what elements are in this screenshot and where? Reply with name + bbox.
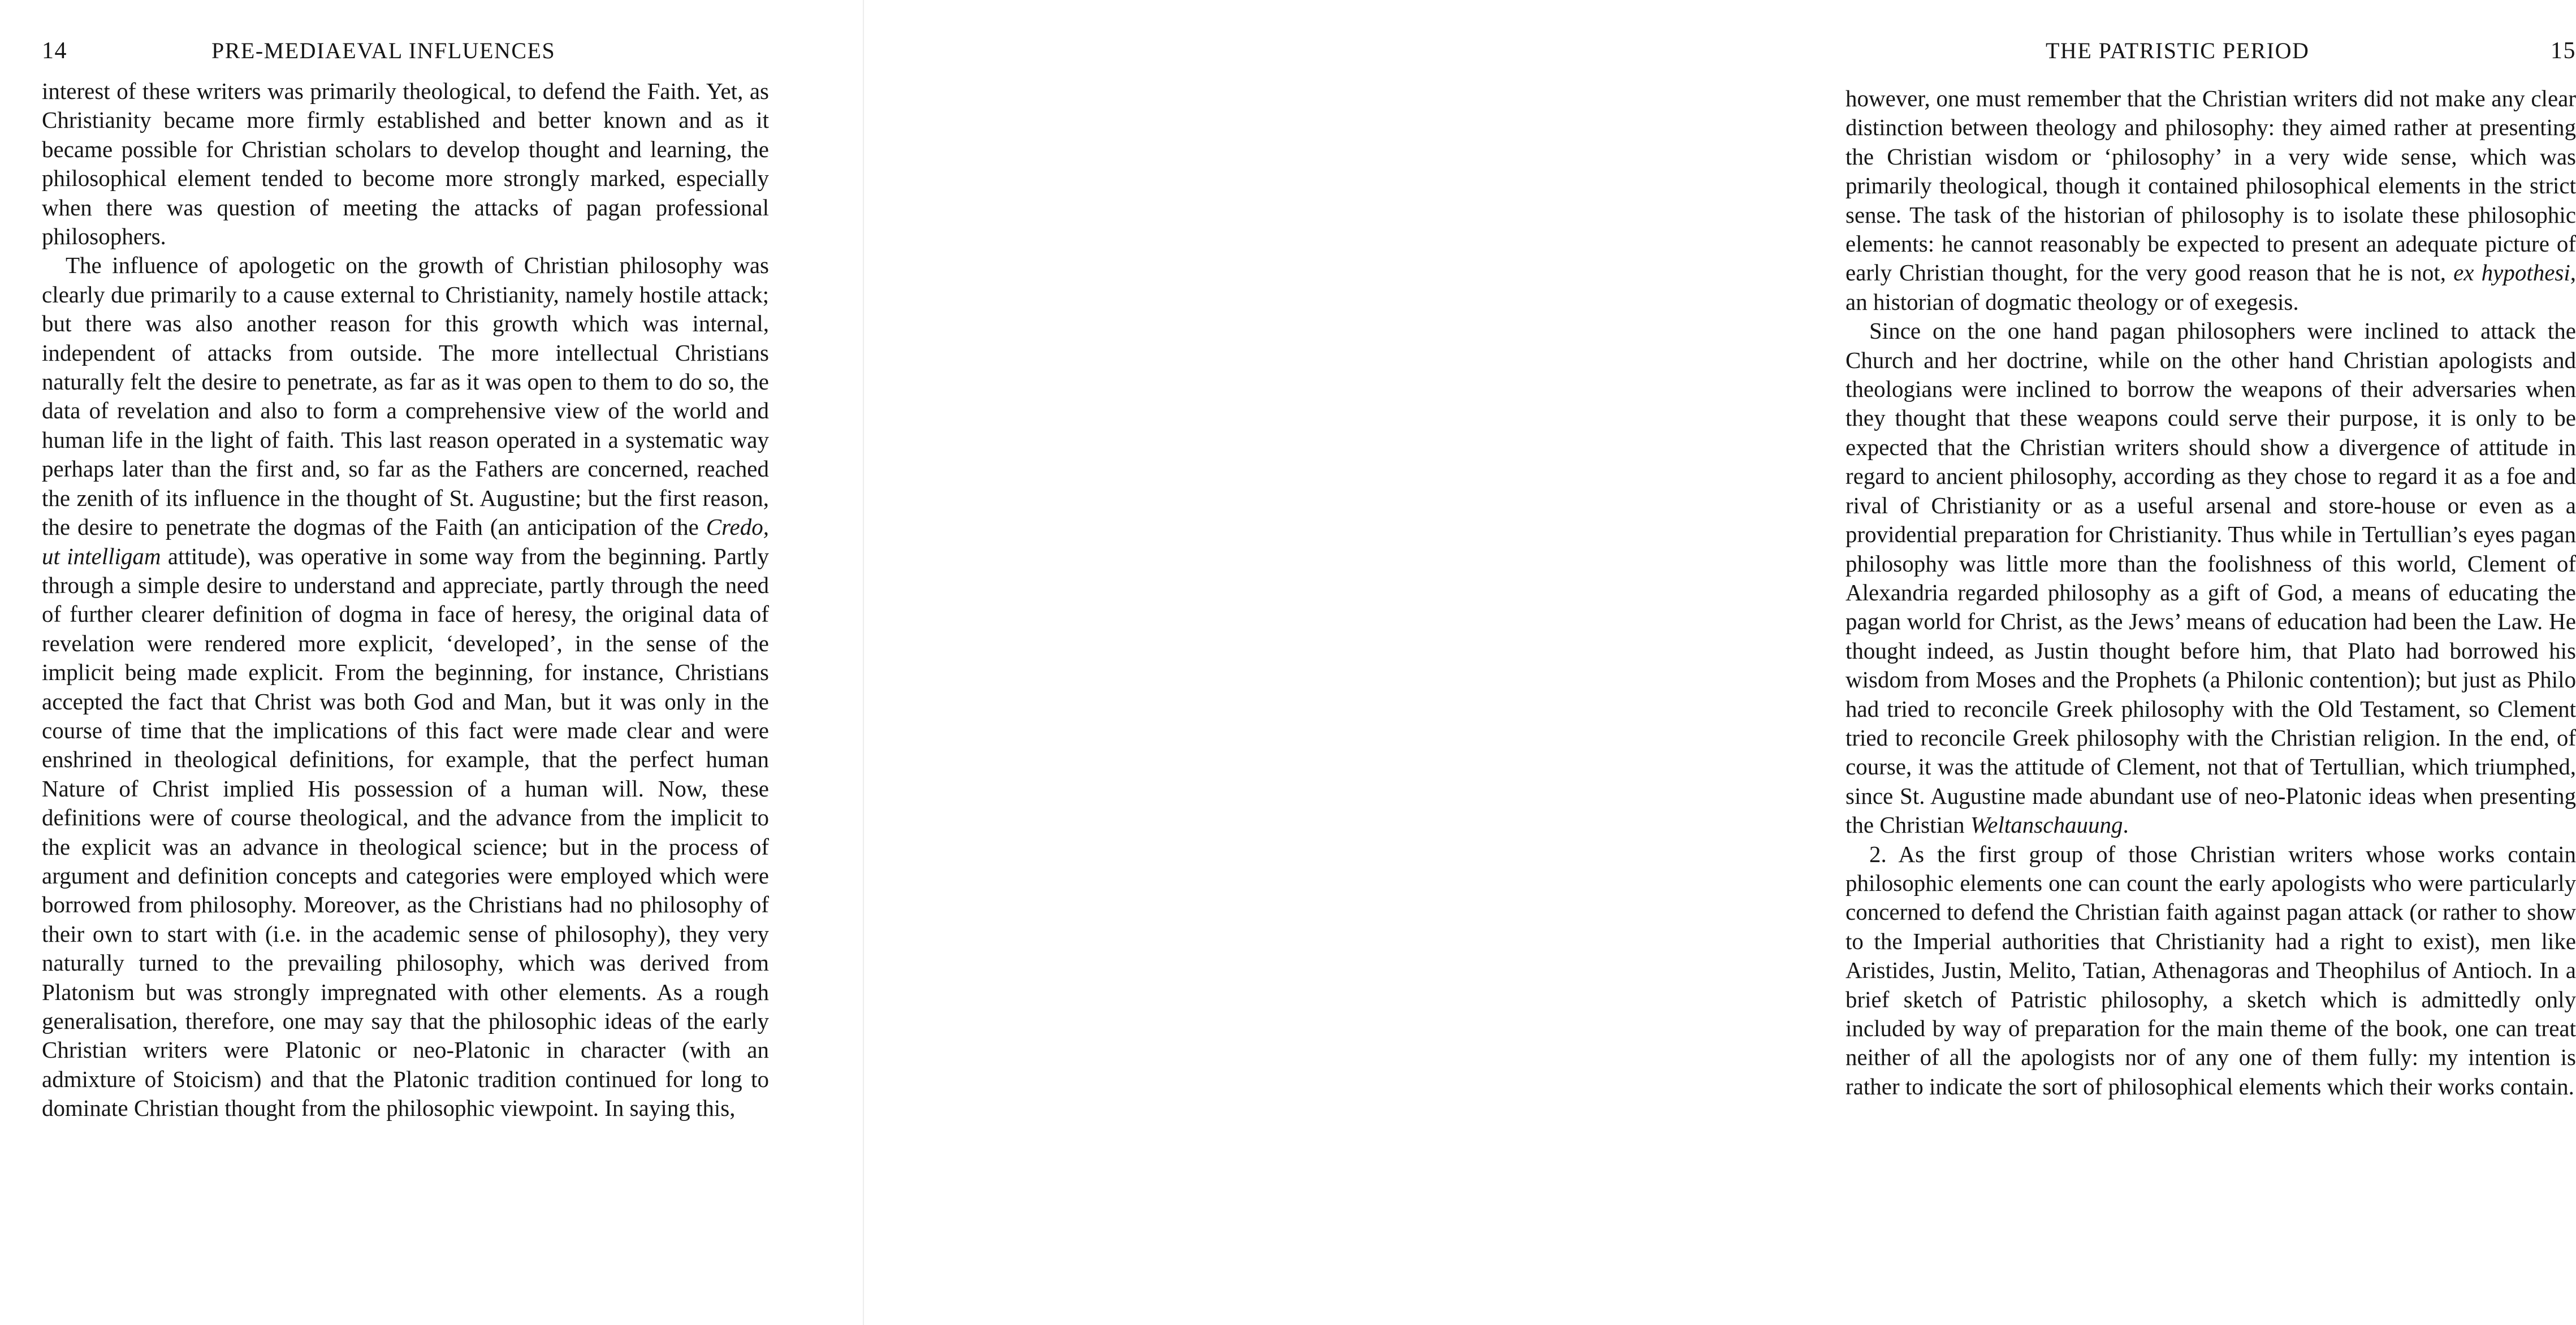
text-segment: 2. As the first group of those Christian writers whose works contain philosophic elements one can count the early apologists who were particularly concerned to defend the Christian faith against pagan attack (or rather to show to the Imperial authorities that Christianity had a right to exist), men like Aristides, Justin, Melito, Tatian, Athenagoras and Theophilus of Antioch. In a brief sketch of Patristic philosophy, a sketch which is admittedly only included by way of preparation for the main theme of the book, one can treat neither of all the apologists nor of any one of them fully: my intention is rather to indicate the sort of philosophical elements which their works contain. (1845, 841, 2576, 1099)
right-body-text (1845, 84, 2576, 1101)
text-segment: Since on the one hand pagan philosophers were inclined to attack the Church and her doctrine, while on the other hand Christian apologists and theologians were inclined to borrow the weapons of their adversaries when they thought that these weapons could serve their purpose, it is only to be expected that the Christian writers should show a divergence of attitude in regard to ancient philosophy, according as they chose to regard it as a foe and rival of Christianity or as a useful arsenal and store-house or even as a providential preparation for Christianity. Thus while in Tertullian’s eyes pagan philosophy was little more than the foolishness of this world, Clement of Alexandria regarded philosophy as a gift of God, a means of educating the pagan world for Christ, as the Jews’ means of education had been the Law. He thought indeed, as Justin thought before him, that Plato had borrowed his wisdom from Moses and the Prophets (a Philonic contention); but just as Philo had tried to reconcile Greek philosophy with the Old Testament, so Clement tried to reconcile Greek philosophy with the Christian religion. In the end, of course, it was the attitude of Clement, not that of Tertullian, which triumphed, since St. Augustine made abundant use of neo-Platonic ideas when presenting the Christian (1845, 318, 2576, 838)
text-segment: , an historian of dogmatic theology or of exegesis. (1845, 259, 2576, 315)
left-running-head (42, 36, 769, 66)
left-paragraph-1 (42, 77, 769, 251)
left-page-number: 14 (42, 38, 67, 64)
right-paragraph-1 (1845, 84, 2576, 317)
right-running-head (1845, 36, 2576, 66)
left-running-title: PRE-MEDIAEVAL INFLUENCES (211, 38, 556, 63)
left-page (0, 0, 863, 1325)
text-segment: however, one must remember that the Christian writers did not make any clear distinction between theology and philosophy: they aimed rather at presenting the Christian wisdom or ‘philosophy’ in a very wide sense, which was primarily theological, though it contained philosophical elements in the strict sense. The task of the historian of philosophy is to isolate these philosophic elements: he cannot reasonably be expected to present an adequate picture of early Christian thought, for the very good reason that he is not, (1845, 85, 2576, 286)
right-page (863, 0, 2576, 1325)
italic-segment: Credo, ut intelligam (42, 514, 769, 569)
text-segment: The influence of apologetic on the growth of Christian philosophy was clearly due primarily to a cause external to Christianity, namely hostile attack; but there was also another reason for this growth which was internal, independent of attacks from outside. The more intellectual Christians naturally felt the desire to penetrate, as far as it was open to them to do so, the data of revelation and also to form a comprehensive view of the world and human life in the light of faith. This last reason operated in a systematic way perhaps later than the first and, so far as the Fathers are concerned, reached the zenith of its influence in the thought of St. Augustine; but the first reason, the desire to penetrate the dogmas of the Faith (an anticipation of the (42, 252, 769, 540)
right-paragraph-2 (1845, 317, 2576, 839)
right-running-title: THE PATRISTIC PERIOD (2046, 38, 2310, 63)
text-segment: attitude), was operative in some way from the beginning. Partly through a simple desire to understand and appreciate, partly through the need of further clearer definition of dogma in face of heresy, the original data of revelation were rendered more explicit, ‘developed’, in the sense of the implicit being made explicit. From the beginning, for instance, Christians accepted the fact that Christ was both God and Man, but it was only in the course of time that the implications of this fact were made clear and were enshrined in theological definitions, for example, that the perfect human Nature of Christ implied His possession of a human will. Now, these definitions were of course theological, and the advance from the implicit to the explicit was an advance in theological science; but in the process of argument and definition concepts and categories were employed which were borrowed from philosophy. Moreover, as the Christians had no philosophy of their own to start with (i.e. in the academic sense of philosophy), they very naturally turned to the prevailing philosophy, which was derived from Platonism but was strongly impregnated with other elements. As a rough generalisation, therefore, one may say that the philosophic ideas of the early Christian writers were Platonic or neo-Platonic in character (with an admixture of Stoicism) and that the Platonic tradition continued for long to dominate Christian thought from the philosophic viewpoint. In saying this, (42, 543, 769, 1122)
text-segment: . (2123, 812, 2129, 838)
text-segment: interest of these writers was primarily theological, to defend the Faith. Yet, as Christianity became more firmly established and better known and as it became possible for Christian scholars to develop thought and learning, the philosophical element tended to become more strongly marked, especially when there was question of meeting the attacks of pagan professional philosophers. (42, 78, 769, 250)
left-body-text (42, 77, 769, 1123)
left-paragraph-2 (42, 251, 769, 1123)
italic-segment: Weltanschauung (1970, 812, 2123, 838)
italic-segment: ex hypothesi (2453, 259, 2570, 286)
right-paragraph-3 (1845, 840, 2576, 1102)
right-page-number: 15 (2551, 38, 2576, 64)
